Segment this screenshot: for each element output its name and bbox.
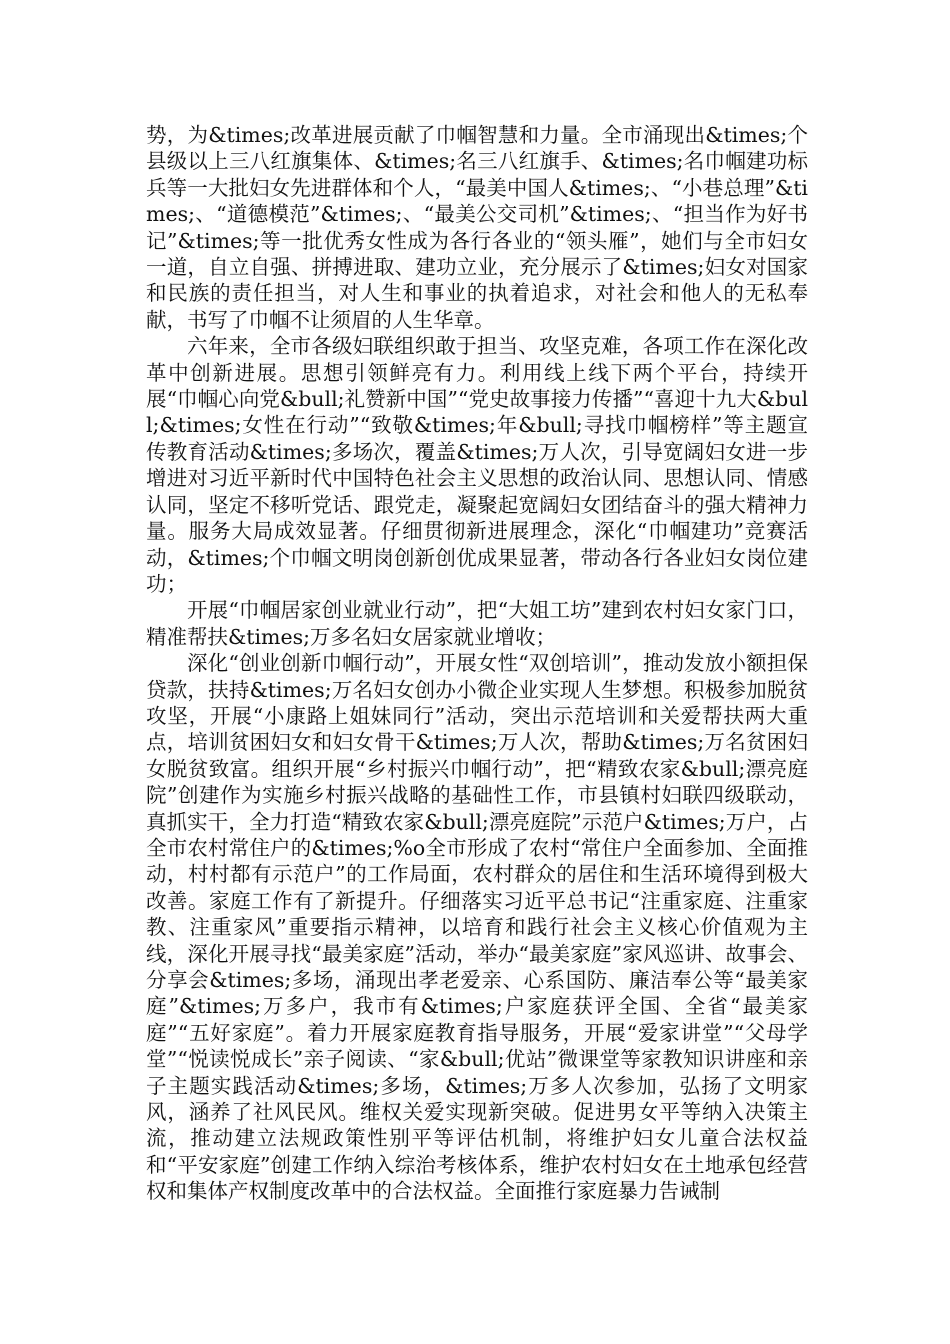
document-body xyxy=(146,122,808,1205)
paragraph-3: 开展“巾帼居家创业就业行动”，把“大姐工坊”建到农村妇女家门口，精准帮扶&times;万多名妇女居家就业增收； xyxy=(146,598,808,649)
paragraph-4: 深化“创业创新巾帼行动”，开展女性“双创培训”，推动发放小额担保贷款，扶持&times;万名妇女创办小微企业实现人生梦想。积极参加脱贫攻坚，开展“小康路上姐妹同行”活动，突出示范培训和关爱帮扶两大重点，培训贫困妇女和妇女骨干&times;万人次，帮助&times;万名贫困妇女脱贫致富。组织开展“乡村振兴巾帼行动”，把“精致农家&bull;漂亮庭院”创建作为实施乡村振兴战略的基础性工作，市县镇村妇联四级联动，真抓实干，全力打造“精致农家&bull;漂亮庭院”示范户&times;万户，占全市农村常住户的&times;%o全市形成了农村“常住户全面参加、全面推动，村村都有示范户”的工作局面，农村群众的居住和生活环境得到极大改善。家庭工作有了新提升。仔细落实习近平总书记“注重家庭、注重家教、注重家风”重要指示精神，以培育和践行社会主义核心价值观为主线，深化开展寻找“最美家庭”活动，举办“最美家庭”家风巡讲、故事会、分享会&times;多场，涌现出孝老爱亲、心系国防、廉洁奉公等“最美家庭”&times;万多户，我市有&times;户家庭获评全国、全省“最美家庭”“五好家庭”。着力开展家庭教育指导服务，开展“爱家讲堂”“父母学堂”“悦读悦成长”亲子阅读、“家&bull;优站”微课堂等家教知识讲座和亲子主题实践活动&times;多场，&times;万多人次参加，弘扬了文明家风，涵养了社风民风。维权关爱实现新突破。促进男女平等纳入决策主流，推动建立法规政策性别平等评估机制，将维护妇女儿童合法权益和“平安家庭”创建工作纳入综治考核体系，维护农村妇女在土地承包经营权和集体产权制度改革中的合法权益。全面推行家庭暴力告诫制 xyxy=(146,651,808,1204)
paragraph-1: 势，为&times;改革进展贡献了巾帼智慧和力量。全市涌现出&times;个县级以上三八红旗集体、&times;名三八红旗手、&times;名巾帼建功标兵等一大批妇女先进群体和个人，“最美中国人&times;、“小巷总理”&times;、“道德模范”&times;、“最美公交司机”&times;、“担当作为好书记”&times;等一批优秀女性成为各行各业的“领头雁”，她们与全市妇女一道，自立自强、拼搏进取、建功立业，充分展示了&times;妇女对国家和民族的责任担当，对人生和事业的执着追求，对社会和他人的无私奉献，书写了巾帼不让须眉的人生华章。 xyxy=(146,123,808,332)
paragraph-2: 六年来，全市各级妇联组织敢于担当、攻坚克难，各项工作在深化改革中创新进展。思想引领鲜亮有力。利用线上线下两个平台，持续开展“巾帼心向党&bull;礼赞新中国”“党史故事接力传播”“喜迎十九大&bull;&times;女性在行动”“致敬&times;年&bull;寻找巾帼榜样”等主题宣传教育活动&times;多场次，覆盖&times;万人次，引导宽阔妇女进一步增进对习近平新时代中国特色社会主义思想的政治认同、思想认同、情感认同，坚定不移听党话、跟党走，凝聚起宽阔妇女团结奋斗的强大精神力量。服务大局成效显著。仔细贯彻新进展理念，深化“巾帼建功”竞赛活动，&times;个巾帼文明岗创新创优成果显著，带动各行各业妇女岗位建功； xyxy=(146,334,808,596)
